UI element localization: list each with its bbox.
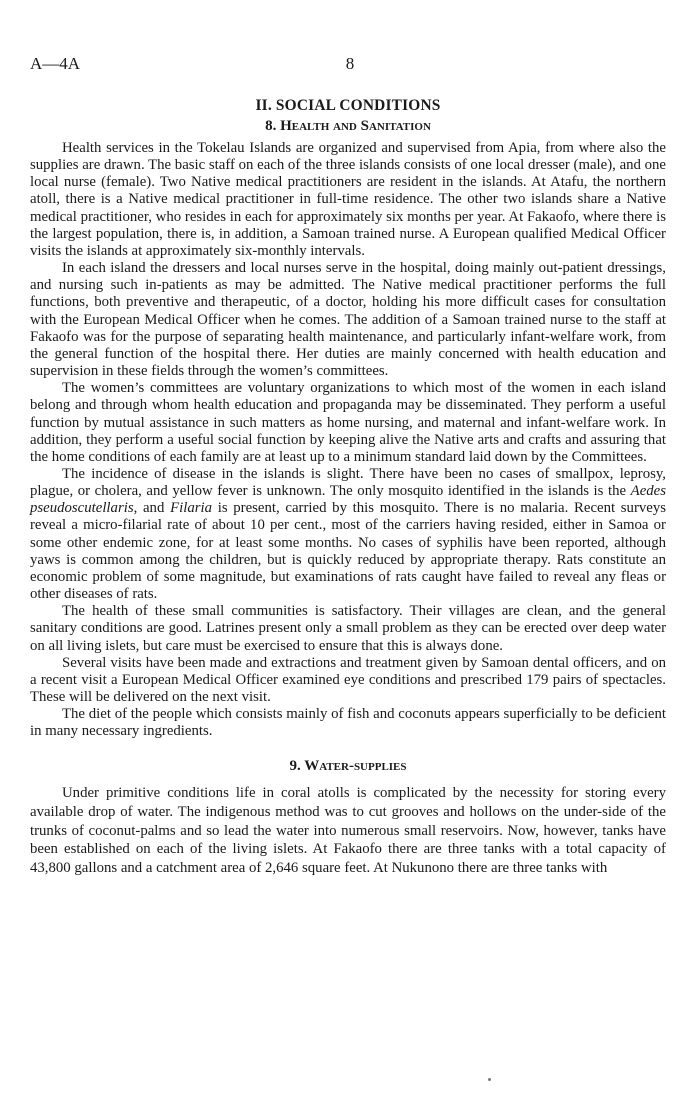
paragraph: The health of these small communities is satisfactory. Their villages are clean, and the general sanitary conditions are good. Latrines present only a small problem as they can be erected over deep water on all living islets, but care must be exercised to ensure that this is always done. [30, 603, 666, 654]
paragraph: Under primitive conditions life in coral atolls is complicated by the necessity for storing every available drop of water. The indigenous method was to cut grooves and hollows on the under-side of the trunks of coconut-palms and so lead the water into numerous small reservoirs. Now, however, tanks have been established on each of the living islets. At Fakaofo there are three tanks with a total capacity of 43,800 gallons and a catchment area of 2,646 square feet. At Nukunono there are three tanks with [30, 785, 666, 876]
species-name: Filaria [170, 500, 212, 517]
section-title: 8. Health and Sanitation [265, 118, 431, 134]
section-health-and-sanitation [30, 116, 666, 740]
section-water-supplies [30, 756, 666, 877]
part-title: II. SOCIAL CONDITIONS [255, 97, 441, 114]
paragraph: The diet of the people which consists mainly of fish and coconuts appears superficially to be deficient in many necessary ingredients. [30, 706, 666, 740]
text-run: The incidence of disease in the islands is slight. There have been no cases of smallpox, leprosy, plague, or cholera, and yellow fever is unknown. The only mosquito identified in the islands is the [30, 465, 666, 500]
page-content [30, 96, 666, 877]
species-name: Aedes pseudoscutellaris [30, 483, 666, 517]
text-run: , and [133, 500, 171, 517]
section-title: 9. Water-supplies [289, 758, 407, 775]
speck-mark [488, 1078, 491, 1081]
text-run: is present, carried by this mosquito. There is no malaria. Recent surveys reveal a micro-filarial rate of about 10 per cent., most of the carriers having resided, either in Samoa or some other endemic zone, for at least some months. No cases of syphilis have been reported, although yaws is common among the children, but is quickly reduced by appropriate therapy. Rats constitute an economic problem of some magnitude, but examinations of rats caught have failed to reveal any fleas or other diseases of rats. [30, 500, 667, 603]
document-reference: A—4A [30, 54, 81, 73]
paragraph: Several visits have been made and extractions and treatment given by Samoan dental officers, and on a recent visit a European Medical Officer examined eye conditions and prescribed 179 pairs of spectacles. These will be delivered on the next visit. [30, 654, 666, 705]
page-number: 8 [345, 54, 355, 73]
paragraph: Health services in the Tokelau Islands are organized and supervised from Apia, from where also the supplies are drawn. The basic staff on each of the three islands consists of one local dresser (male), and one local nurse (female). Two Native medical practitioners are resident in the islands. At Atafu, the northern atoll, there is a Native medical practitioner in full-time residence. The other two islands share a Native medical practitioner, who resides in each for approximately six months per year. At Fakaofo, where there is the largest population, there is, in addition, a Samoan trained nurse. A European qualified Medical Officer visits the islands at approximately six-monthly intervals. [30, 140, 666, 259]
paragraph: The women’s committees are voluntary organizations to which most of the women in each island belong and through whom health education and propaganda may be disseminated. They perform a useful function by mutual assistance in such matters as home nursing, and maternal and infant-welfare work. In addition, they perform a useful social function by keeping alive the Native arts and crafts and assuring that the home conditions of each family are at least up to a minimum standard laid down by the Committees. [30, 380, 666, 465]
paragraph: In each island the dressers and local nurses serve in the hospital, doing mainly out-patient dressings, and nursing such in-patients as may be admitted. The Native medical practitioner performs the full functions, both preventive and therapeutic, of a doctor, holding his more difficult cases for consultation with the European Medical Officer when he comes. The addition of a Samoan trained nurse to the staff at Fakaofo was for the purpose of separating health maintenance, and particularly infant-welfare work, from the general function of the hospital there. Her duties are mainly concerned with health education and supervision in these fields through the women’s committees. [30, 260, 666, 380]
paragraph-disease-incidence [30, 466, 666, 603]
